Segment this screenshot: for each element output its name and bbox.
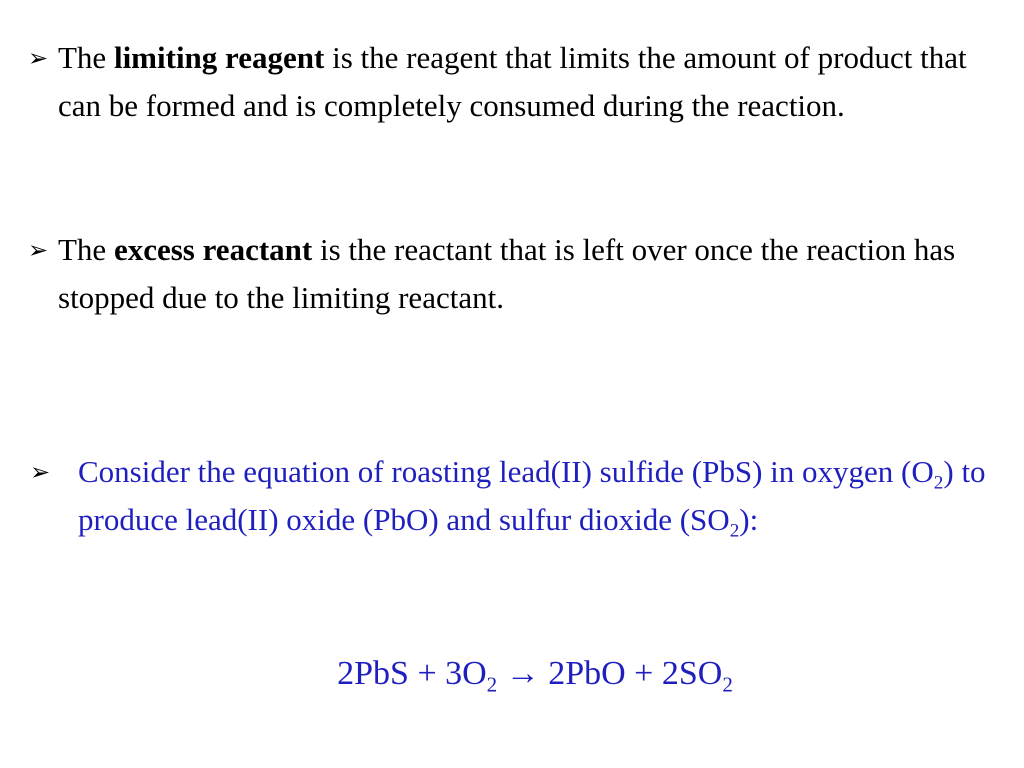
bullet-text	[28, 34, 1003, 130]
subscript: 2	[486, 672, 498, 697]
right-arrowhead-icon: ➢	[28, 236, 49, 264]
right-arrowhead-icon: ➢	[30, 458, 51, 486]
bold-term: limiting reagent	[113, 40, 325, 75]
subscript: 2	[722, 672, 733, 697]
consider-text-2: ) to produce lead(II) oxide (PbO) and sulfur dioxide (SO	[78, 454, 986, 537]
subscript: 2	[933, 472, 944, 494]
bold-term: excess reactant	[113, 232, 313, 267]
chemical-equation	[0, 650, 1024, 698]
consider-text-3: ):	[739, 502, 759, 537]
bullet-text	[28, 448, 1003, 544]
bullet-limiting-reagent	[28, 34, 1003, 130]
subscript: 2	[729, 520, 740, 542]
bullet-rest: is the reagent that limits the amount of product that can be formed and is completely consumed during the reaction.	[58, 40, 967, 123]
bullet-prefix: The	[58, 232, 114, 267]
bullet-prefix: The	[58, 40, 114, 75]
right-arrowhead-icon: ➢	[28, 44, 49, 72]
consider-text-1: Consider the equation of roasting lead(II) sulfide (PbS) in oxygen (O	[78, 454, 934, 489]
bullet-consider-equation	[28, 448, 1003, 544]
bullet-rest: is the reactant that is left over once the reaction has stopped due to the limiting reactant.	[58, 232, 956, 315]
bullet-text	[28, 226, 1003, 322]
equation-text-1: 2PbS + 3O	[337, 655, 487, 692]
bullet-excess-reactant	[28, 226, 1003, 322]
equation-text-2: → 2PbO + 2SO	[497, 655, 723, 692]
